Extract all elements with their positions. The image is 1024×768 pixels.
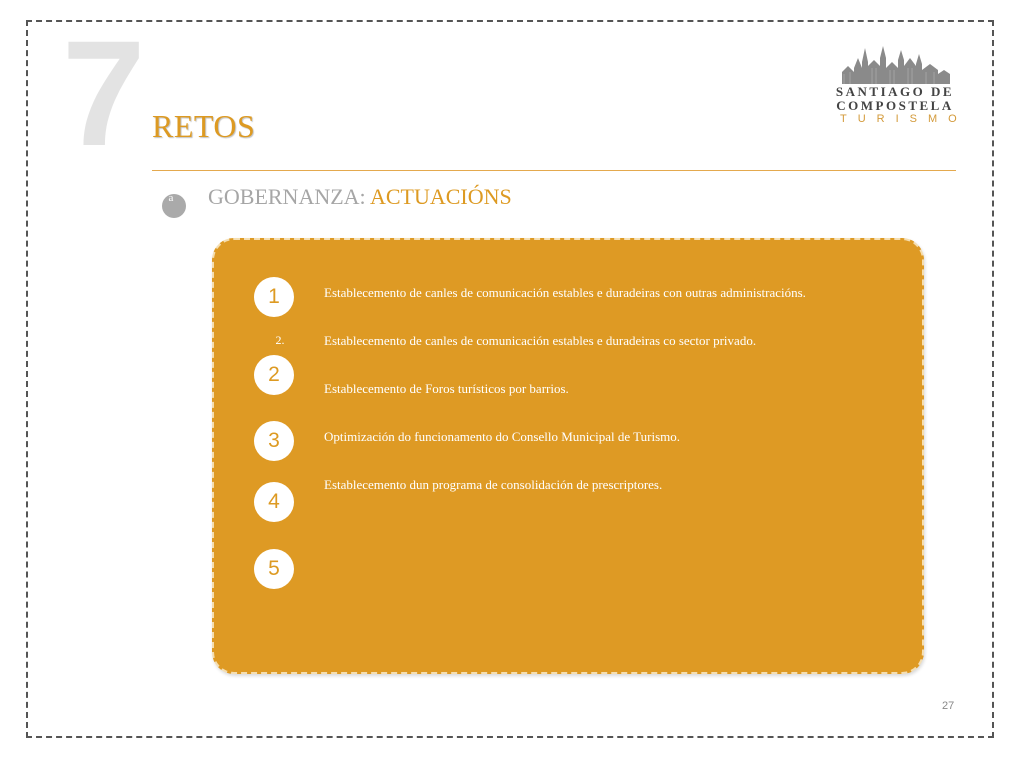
section-title: RETOS	[152, 108, 256, 144]
subtitle-actuacions: ACTUACIÓNS	[369, 184, 512, 209]
header-divider	[152, 170, 956, 171]
santiago-turismo-logo	[834, 44, 968, 128]
cathedral-skyline-icon	[834, 44, 956, 84]
action-item-1: Establecemento de canles de comunicación estables e duradeiras con outras administracións.	[324, 285, 806, 300]
page-number: 27	[942, 700, 955, 712]
logo-text-turismo: TURISMO	[840, 113, 968, 125]
subsection-bullet	[162, 194, 186, 218]
step-circle-5: 5	[254, 549, 294, 589]
action-item-2: Establecemento de canles de comunicación estables e duradeiras co sector privado.	[324, 333, 757, 348]
logo-text-compostela: COMPOSTELA	[836, 98, 954, 113]
subsection-title	[208, 184, 512, 210]
subtitle-gobernanza: GOBERNANZA:	[208, 184, 370, 209]
logo-text-santiago: SANTIAGO DE	[835, 84, 955, 99]
step-circle-4: 4	[254, 482, 294, 522]
list-marker: 2.	[275, 333, 285, 347]
step-circle-3: 3	[254, 421, 294, 461]
action-item-3: Establecemento de Foros turísticos por barrios.	[324, 381, 569, 396]
action-item-4: Optimización do funcionamento do Consello Municipal de Turismo.	[324, 429, 681, 444]
action-item-5: Establecemento dun programa de consolidación de prescriptores.	[324, 477, 663, 492]
subsection-letter: a	[168, 192, 174, 204]
actions-panel	[212, 238, 924, 674]
step-circle-1: 1	[254, 277, 294, 317]
chapter-number: 7	[62, 9, 146, 177]
step-circle-2: 2	[254, 355, 294, 395]
